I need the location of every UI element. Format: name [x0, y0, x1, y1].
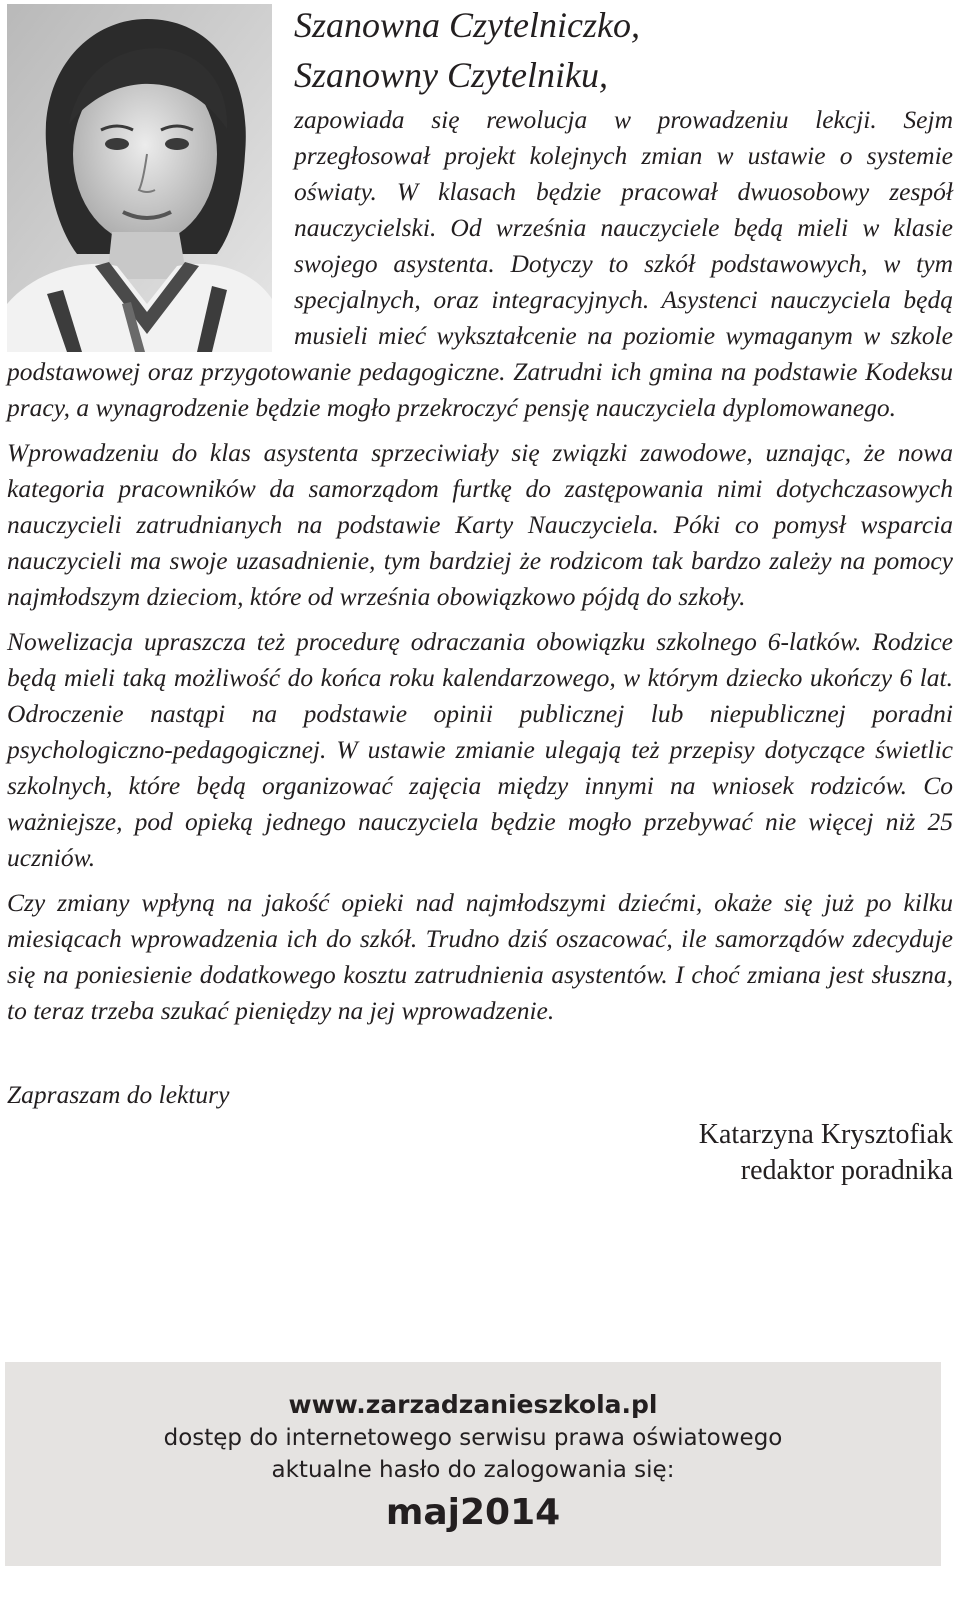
- paragraph-3: Nowelizacja upraszcza też procedurę odraczania obowiązku szkolnego 6-latków. Rodzice będą mieli taką możliwość do końca roku kalendarzowego, w którym dziecko ukończy 6 lat. Odroczenie nastąpi na podstawie opinii publicznej lub niepublicznej poradni psychologiczno-pedagogicznej. W ustawie zmianie ulegają też przepisy dotyczące świetlic szkolnych, które będą organizować zajęcia między innymi na wniosek rodziców. Co ważniejsze, pod opieką jednego nauczyciela będzie mogło przebywać nie więcej niż 25 uczniów.: [7, 627, 953, 872]
- salutation-line-2: Szanowny Czytelniku,: [294, 55, 608, 95]
- password-label: aktualne hasło do zalogowania się:: [271, 1457, 675, 1483]
- paragraph-1: zapowiada się rewolucja w prowadzeniu lekcji. Sejm przegłosował projekt kolejnych zmian w ustawie o systemie oświaty. W klasach będzie pracował dwuosobowy zespół nauczycielski. Od września nauczyciele będą mieli w klasie swojego asystenta. Dotyczy to szkół podstawowych, w tym specjalnych, oraz integracyjnych. Asystenci nauczyciela będą musieli mieć wykształcenie na poziomie wymaganym w szkole podstawowej oraz przygotowanie pedagogiczne. Zatrudni ich gmina na podstawie Kodeksu pracy, a wynagrodzenie będzie mogło przekroczyć pensję nauczyciela dyplomowanego.: [7, 105, 953, 422]
- access-description: dostęp do internetowego serwisu prawa oświatowego: [163, 1425, 783, 1451]
- paragraph-2: Wprowadzeniu do klas asystenta sprzeciwiały się związki zawodowe, uznając, że nowa kategoria pracowników da samorządom furtkę do zastępowania nimi dotychczasowych nauczycieli zatrudnianych na podstawie Karty Nauczyciela. Póki co pomysł wsparcia nauczycieli ma swoje uzasadnienie, tym bardziej że rodzicom tak bardzo zależy na pomocy najmłodszym dzieciom, które od września obowiązkowo pójdą do szkoły.: [7, 438, 953, 611]
- access-info-box: [5, 1362, 941, 1566]
- paragraph-4: Czy zmiany wpłyną na jakość opieki nad najmłodszymi dziećmi, okaże się już po kilku miesiącach wprowadzenia ich do szkół. Trudno dziś oszacować, ile samorządów zdecyduje się na poniesienie dodatkowego kosztu zatrudnienia asystentów. I choć zmiana jest słuszna, to teraz trzeba szukać pieniędzy na jej wprowadzenie.: [7, 888, 953, 1025]
- signature-name: Katarzyna Krysztofiak: [698, 1119, 953, 1150]
- password-value: maj2014: [385, 1492, 561, 1533]
- website-link[interactable]: www.zarzadzanieszkola.pl: [288, 1390, 658, 1419]
- signature-block: [7, 1117, 953, 1189]
- portrait-photo-icon: [7, 4, 272, 352]
- signature-role: redaktor poradnika: [740, 1155, 953, 1186]
- author-photo: [7, 4, 272, 352]
- salutation-line-1: Szanowna Czytelniczko,: [294, 5, 640, 45]
- closing-line: Zapraszam do lektury: [7, 1080, 230, 1109]
